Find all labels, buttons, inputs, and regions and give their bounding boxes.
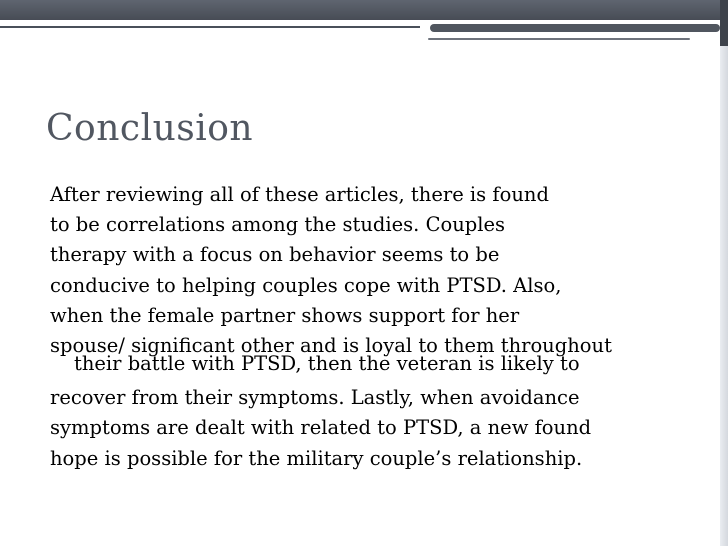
- right-edge-corner: [720, 0, 728, 46]
- slide-body: [50, 180, 670, 474]
- header-accent-bar: [430, 24, 720, 32]
- body-line: recover from their symptoms. Lastly, when avoidance: [50, 386, 580, 410]
- body-line: therapy with a focus on behavior seems to be: [50, 243, 500, 267]
- body-line: when the female partner shows support for her: [50, 303, 520, 327]
- slide-title: Conclusion: [46, 108, 254, 149]
- header-rule-left: [0, 26, 420, 28]
- header-accent-line: [428, 38, 690, 40]
- body-line: hope is possible for the military couple’s relationship.: [50, 446, 583, 470]
- right-edge-strip: [720, 0, 728, 546]
- body-line: symptoms are dealt with related to PTSD, a new found: [50, 416, 592, 440]
- body-line: spouse/ significant other and is loyal to them throughout: [50, 334, 612, 358]
- body-line: their battle with PTSD, then the veteran is likely to: [74, 352, 580, 376]
- body-line: After reviewing all of these articles, there is found: [50, 183, 549, 206]
- body-line: to be correlations among the studies. Couples: [50, 213, 506, 237]
- body-line: conducive to helping couples cope with PTSD. Also,: [50, 273, 562, 297]
- header-band: [0, 0, 728, 20]
